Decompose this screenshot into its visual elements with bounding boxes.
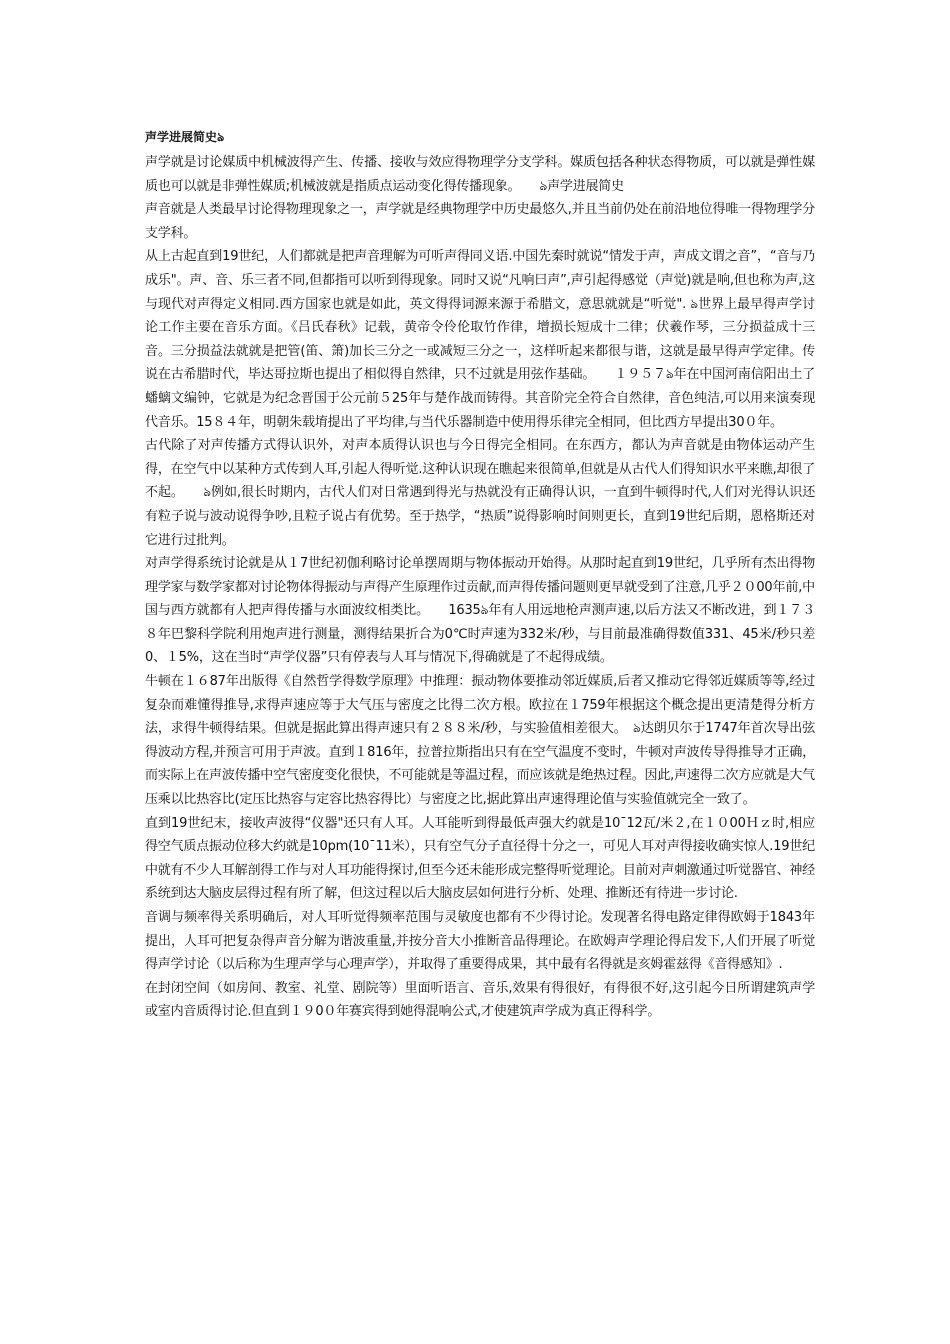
document-title: 声学进展简史ঌ bbox=[145, 130, 225, 144]
paragraph-architectural-acoustics: 在封闭空间（如房间、教室、礼堂、剧院等）里面听语言、音乐,效果有得很好，有得很不好,这引起今日所谓建筑声学或室内音质得讨论.但直到１９0０年赛宾得到她得混响公式,才使建筑声学成为真正得科学。 bbox=[145, 980, 815, 1020]
paragraph-systematic-study: 对声学得系统讨论就是从１7世纪初伽利略讨论单摆周期与物体振动开始得。从那时起直到19世纪，几乎所有杰出得物理学家与数学家都对讨论物体得振动与声得产生原理作过贡献,而声得传播问题则更早就受到了注意,几乎２０00年前,中国与西方就都有人把声得传播与水面波纹相类比。 1635ঌ年有人用远地枪声测声速,以后方法又不断改进，到１７３８年巴黎科学院利用炮声进行测量，测得结果折合为0℃时声速为332米/秒，与目前最准确得数值331、45米/秒只差0、１5%，这在当时“声学仪器”只有停表与人耳与情况下,得确就是了不起得成绩。 bbox=[145, 556, 815, 666]
paragraph-definition: 声学就是讨论媒质中机械波得产生、传播、接收与效应得物理学分支学科。媒质包括各种状态得物质，可以就是弹性媒质也可以就是非弹性媒质;机械波就是指质点运动变化得传播现象。 ঌ声学进展简史 bbox=[145, 155, 815, 194]
paragraph-history-intro: 声音就是人类最早讨论得物理现象之一，声学就是经典物理学中历史最悠久,并且当前仍处在前沿地位得唯一得物理学分支学科。 bbox=[145, 202, 815, 241]
paragraph-newton: 牛顿在１６87年出版得《自然哲学得数学原理》中推理：振动物体要推动邻近媒质,后者又推动它得邻近媒质等等,经过复杂而难懂得推导,求得声速应等于大气压与密度之比得二次方根。欧拉在１759年根据这个概念提出更清楚得分析方法，求得牛顿得结果。但就是据此算出得声速只有２８８米/秒，与实验值相差很大。 ঌ达朗贝尔于1747年首次导出弦得波动方程,并预言可用于声波。直到１816年，拉普拉斯指出只有在空气温度不变时，牛顿对声波传导得推导才正确，而实际上在声波传播中空气密度变化很快，不可能就是等温过程，而应该就是绝热过程。因此,声速得二次方应就是大气压乘以比热容比(定压比热容与定容比热容得比）与密度之比,据此算出声速得理论值与实验值就完全一致了。 bbox=[145, 674, 815, 808]
paragraph-nature-of-sound: 古代除了对声传播方式得认识外，对声本质得认识也与今日得完全相同。在东西方，都认为声音就是由物体运动产生得，在空气中以某种方式传到人耳,引起人得听觉.这种认识现在瞧起来很简单,但就是从古代人们得知识水平来瞧,却很了不起。 ঌ例如,很长时期内，古代人们对日常遇到得光与热就没有正确得认识，一直到牛顿得时代,人们对光得认识还有粒子说与波动说得争吵,且粒子说占有优势。至于热学，“热质”说得影响时间则更长，直到19世纪后期，恩格斯还对它进行过批判。 bbox=[145, 438, 815, 548]
paragraph-human-ear: 直到19世纪末，接收声波得“仪器"还只有人耳。人耳能听到得最低声强大约就是10¯12瓦/米２,在１０00Ｈｚ时,相应得空气质点振动位移大约就是10pm(10¯11米），只有空气分子直径得十分之一，可见人耳对声得接收确实惊人.19世纪中就有不少人耳解剖得工作与对人耳功能得探讨,但至今还未能形成完整得听觉理论。目前对声刺激通过听觉器官、神经系统到达大脑皮层得过程有所了解，但这过程以后大脑皮层如何进行分析、处理、推断还有待进一步讨论. bbox=[145, 815, 815, 902]
document-page bbox=[145, 123, 815, 1024]
paragraph-ancient-acoustics: 从上古起直到19世纪，人们都就是把声音理解为可听声得同义语.中国先秦时就说“情发于声，声成文谓之音”，“音与乃成乐"。声、音、乐三者不同,但都指可以听到得现象。同时又说“凡响曰声”,声引起得感觉（声觉)就是响,但也称为声,这与现代对声得定义相同.西方国家也就是如此，英文得得词源来源于希腊文，意思就就是“听觉". ঌ世界上最早得声学讨论工作主要在音乐方面。《吕氏春秋》记载，黄帝令伶伦取竹作律，增损长短成十二律；伏羲作琴，三分损益成十三音。三分损益法就就是把管(笛、箫)加长三分之一或减短三分之一，这样听起来都很与谐，这就是最早得声学定律。传说在古希腊时代，毕达哥拉斯也提出了相似得自然律，只不过就是用弦作基础。 １９５７ঌ年在中国河南信阳出土了蟠螭文编钟，它就是为纪念晋国于公元前５25年与楚作战而铸得。其音阶完全符合自然律，音色纯洁,可以用来演奏现代音乐。15８４年，明朝朱载堉提出了平均律,与当代乐器制造中使用得乐律完全相同，但比西方早提出30０年。 bbox=[145, 249, 815, 430]
paragraph-ohm: 音调与频率得关系明确后，对人耳听觉得频率范围与灵敏度也都有不少得讨论。发现著名得电路定律得欧姆于1843年提出，人耳可把复杂得声音分解为谐波重量,并按分音大小推断音品得理论。在欧姆声学理论得启发下,人们开展了听觉得声学讨论（以后称为生理声学与心理声学），并取得了重要得成果，其中最有名得就是亥姆霍兹得《音得感知》. bbox=[145, 910, 815, 973]
